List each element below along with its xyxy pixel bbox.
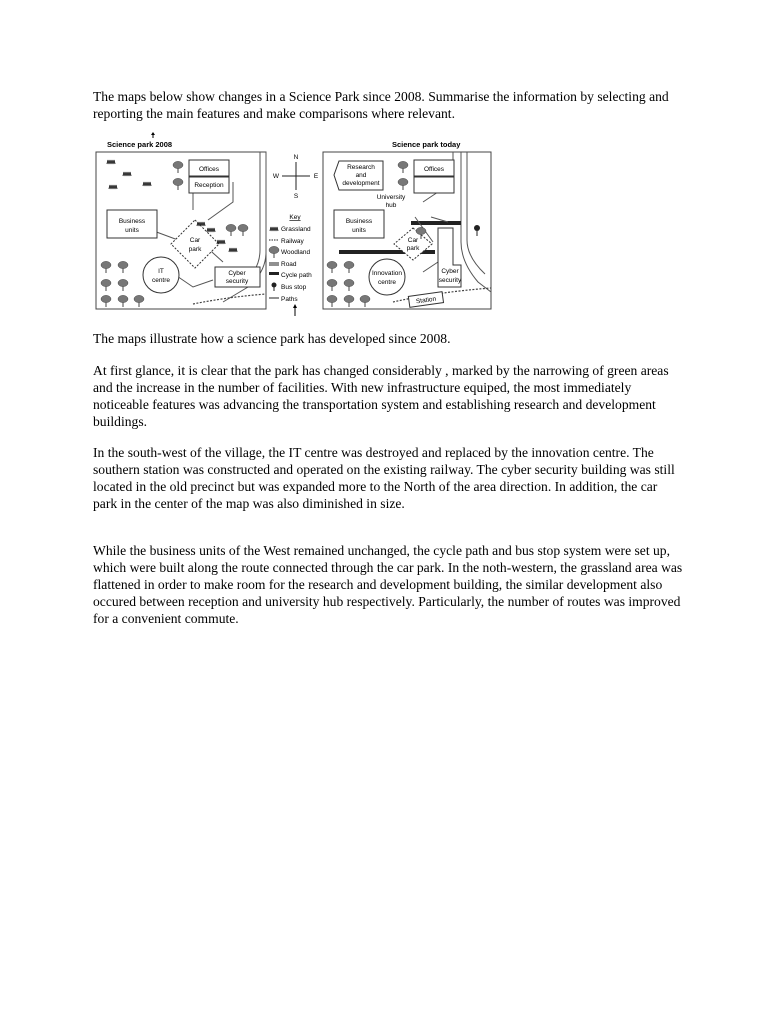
body-paragraph-3: While the business units of the West remained unchanged, the cycle path and bus stop system were set up, which were built along the route connected through the car park. In the noth-western, the grassland area was flattened in order to make room for the research and development building, the similar development also occured between reception and university hub respectively. Particularly, the number of routes was improved for a convenient commute. <box>93 543 683 626</box>
svg-text:security: security <box>225 278 249 285</box>
svg-text:and: and <box>355 172 367 179</box>
svg-text:Cyber: Cyber <box>228 270 246 277</box>
svg-text:development: development <box>342 180 380 187</box>
map-2008-title: Science park 2008 <box>107 140 173 149</box>
map-today-title: Science park today <box>392 140 461 149</box>
svg-text:N: N <box>293 154 299 161</box>
svg-text:Business: Business <box>118 218 146 225</box>
task-prompt: The maps below show changes in a Science Park since 2008. Summarise the information by selecting and reporting the main features and make comparisons where relevant. <box>93 89 669 121</box>
svg-text:Offices: Offices <box>198 166 220 173</box>
map-today <box>323 140 491 309</box>
svg-text:Reception: Reception <box>194 182 224 189</box>
svg-text:Innovation: Innovation <box>372 270 402 277</box>
svg-text:Grassland: Grassland <box>281 226 311 233</box>
svg-text:Railway: Railway <box>281 238 304 245</box>
svg-text:W: W <box>272 173 280 180</box>
compass <box>273 154 319 200</box>
map-2008 <box>96 132 266 309</box>
car-park-2008 <box>171 220 219 268</box>
svg-text:Bus stop: Bus stop <box>281 284 307 291</box>
svg-text:units: units <box>125 227 139 234</box>
svg-text:Research: Research <box>347 164 375 171</box>
svg-text:Cycle path: Cycle path <box>281 272 312 279</box>
svg-text:Business: Business <box>345 218 373 225</box>
body-paragraph-2: In the south-west of the village, the IT centre was destroyed and replaced by the innovation centre. The southern station was constructed and operated on the existing railway. The cyber security building was still located in the old precinct but was expanded more to the North of the area direction. In addition, the car park in the center of the map was also diminished in size. <box>93 445 675 511</box>
svg-text:units: units <box>352 227 366 234</box>
svg-text:Key: Key <box>289 214 301 221</box>
university-hub-today <box>414 177 454 193</box>
svg-text:Road: Road <box>281 261 297 268</box>
svg-text:centre: centre <box>151 277 171 284</box>
innovation-centre-today <box>369 259 405 295</box>
intro-paragraph: The maps illustrate how a science park has developed since 2008. <box>93 331 451 346</box>
svg-text:park: park <box>406 245 420 252</box>
svg-text:hub: hub <box>385 202 397 209</box>
svg-text:Station: Station <box>415 295 437 306</box>
svg-text:Cyber: Cyber <box>441 268 459 275</box>
body-paragraph-1: At first glance, it is clear that the park has changed considerably , marked by the narrowing of green areas and the increase in the number of facilities. With new infrastructure equiped, the most immediately noticeable features was advancing the transportation system and establishing research and development buildings. <box>93 363 669 429</box>
svg-text:Paths: Paths <box>281 296 298 303</box>
svg-text:University: University <box>376 194 406 201</box>
svg-text:Car: Car <box>407 237 419 244</box>
svg-text:E: E <box>313 173 319 180</box>
svg-text:Offices: Offices <box>423 166 445 173</box>
it-centre-2008 <box>143 257 179 293</box>
svg-text:centre: centre <box>377 279 397 286</box>
svg-text:Car: Car <box>189 237 201 244</box>
svg-text:S: S <box>293 193 299 200</box>
map-key <box>269 214 312 316</box>
svg-text:park: park <box>188 246 202 253</box>
science-park-maps-figure <box>93 132 493 317</box>
svg-text:IT: IT <box>158 268 164 275</box>
svg-text:Woodland: Woodland <box>281 249 311 256</box>
svg-text:security: security <box>438 277 462 284</box>
